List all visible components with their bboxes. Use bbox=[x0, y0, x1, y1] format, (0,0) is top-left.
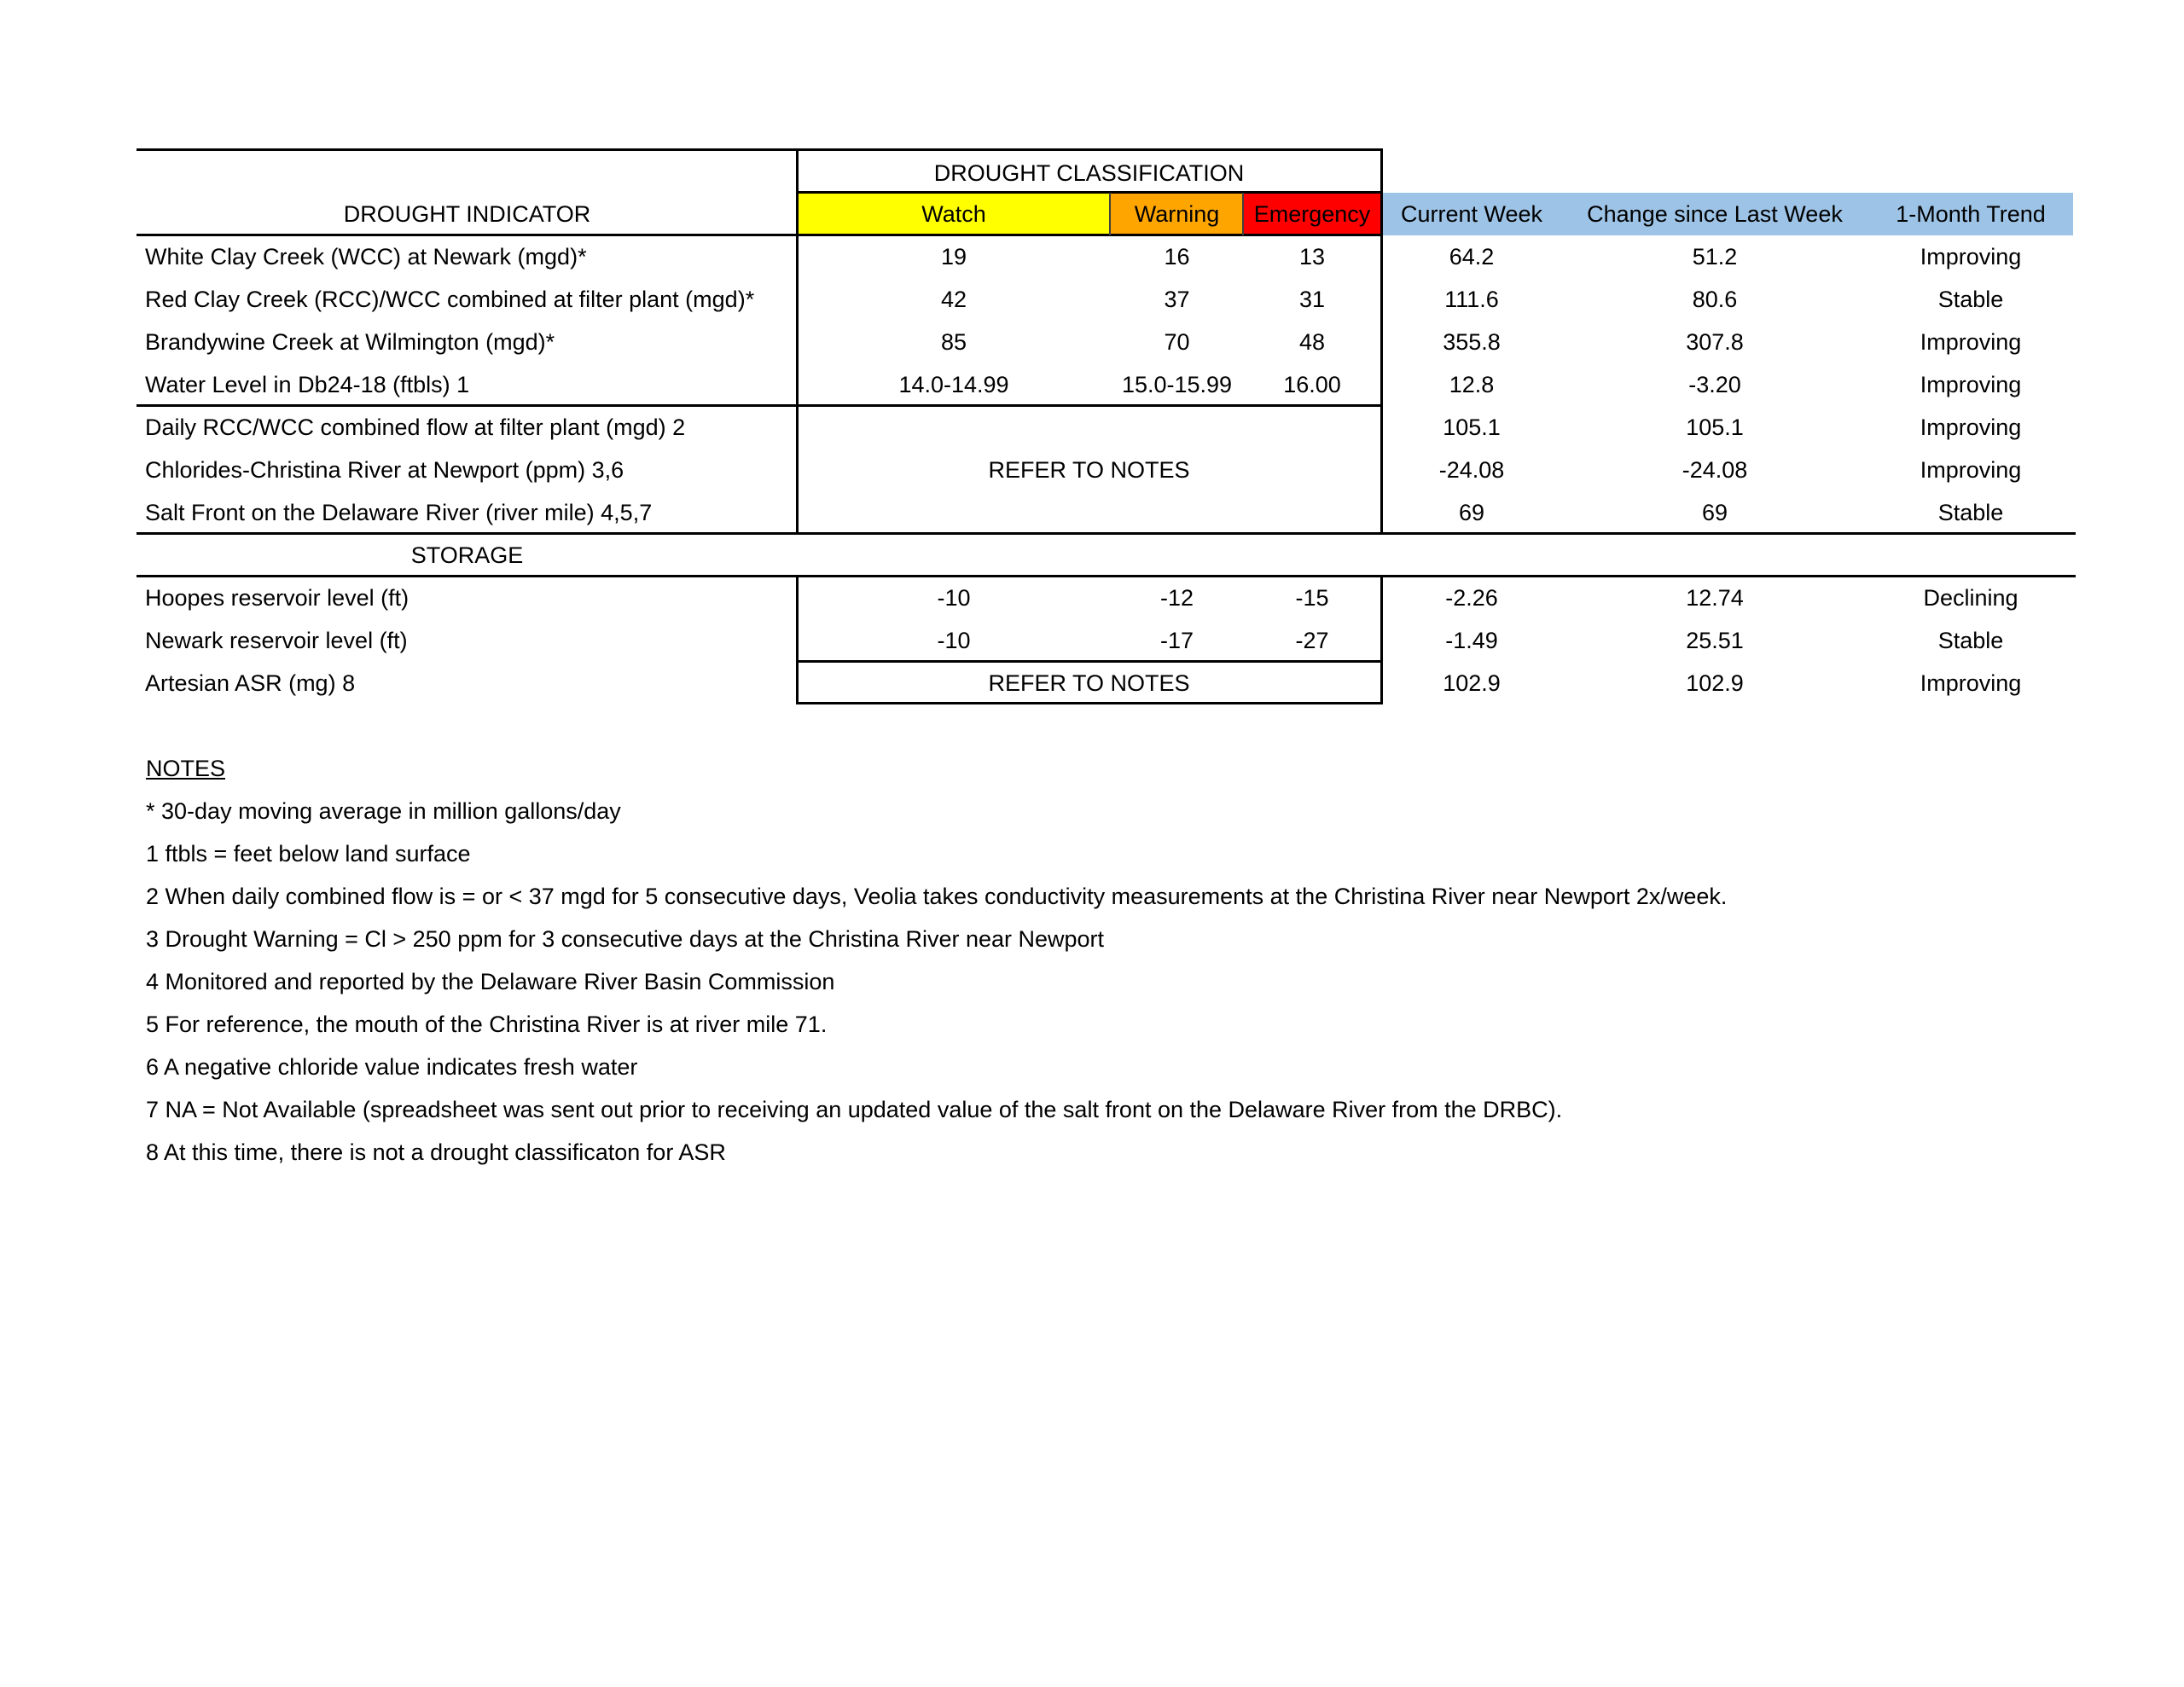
watch-value: 85 bbox=[940, 329, 967, 355]
classification-title-border bbox=[798, 191, 1383, 194]
change-value: 69 bbox=[1701, 500, 1728, 525]
trend-header: 1-Month Trend bbox=[1896, 201, 2046, 227]
note-item: 8 At this time, there is not a drought classificaton for ASR bbox=[146, 1139, 726, 1165]
storage-classification-left-border bbox=[796, 575, 799, 704]
warning-value: 16 bbox=[1164, 244, 1190, 270]
classification-left-border bbox=[796, 148, 799, 535]
note-item: 4 Monitored and reported by the Delaware River Basin Commission bbox=[146, 969, 835, 994]
indicator-rcc-wcc-combined: Red Clay Creek (RCC)/WCC combined at filter plant (mgd)* bbox=[145, 287, 755, 312]
change-value: 307.8 bbox=[1686, 329, 1744, 355]
trend-value: Improving bbox=[1920, 329, 2022, 355]
watch-value: 19 bbox=[940, 244, 967, 270]
trend-value: Stable bbox=[1937, 628, 2004, 653]
indicator-water-level: Water Level in Db24-18 (ftbls) 1 bbox=[145, 372, 470, 397]
storage-bottom-border bbox=[136, 575, 2076, 577]
current-week-value: 111.6 bbox=[1444, 287, 1499, 312]
refer-to-notes: REFER TO NOTES bbox=[988, 670, 1190, 696]
current-week-value: -2.26 bbox=[1445, 585, 1498, 611]
current-week-value: 64.2 bbox=[1449, 244, 1495, 270]
trend-value: Improving bbox=[1920, 457, 2022, 483]
drought-indicator-header: DROUGHT INDICATOR bbox=[343, 201, 591, 227]
note-item: 6 A negative chloride value indicates fresh water bbox=[146, 1054, 638, 1080]
current-week-value: 102.9 bbox=[1443, 670, 1501, 696]
change-value: 12.74 bbox=[1686, 585, 1744, 611]
indicator-newark-reservoir: Newark reservoir level (ft) bbox=[145, 628, 408, 653]
watch-value: -10 bbox=[937, 628, 971, 653]
watch-value: -10 bbox=[937, 585, 971, 611]
header-bottom-border bbox=[136, 234, 1383, 236]
storage-section-label: STORAGE bbox=[410, 542, 524, 568]
watch-warning-divider bbox=[1109, 193, 1111, 235]
indicator-hoopes-reservoir: Hoopes reservoir level (ft) bbox=[145, 585, 410, 611]
change-value: 51.2 bbox=[1692, 244, 1738, 270]
emergency-value: 31 bbox=[1298, 287, 1326, 312]
emergency-value: 13 bbox=[1298, 244, 1326, 270]
warning-value: 70 bbox=[1164, 329, 1190, 355]
change-value: 102.9 bbox=[1686, 670, 1744, 696]
warning-value: 15.0-15.99 bbox=[1121, 372, 1233, 397]
note-item: 7 NA = Not Available (spreadsheet was sent out prior to receiving an updated value of the salt front on the Delaware River from the DRBC). bbox=[146, 1097, 1563, 1122]
trend-value: Declining bbox=[1923, 585, 2018, 611]
indicator-artesian-asr: Artesian ASR (mg) 8 bbox=[145, 670, 356, 696]
change-value: 25.51 bbox=[1686, 628, 1744, 653]
refer-to-notes: REFER TO NOTES bbox=[988, 457, 1190, 483]
drought-classification-title: DROUGHT CLASSIFICATION bbox=[933, 160, 1245, 186]
indicator-salt-front: Salt Front on the Delaware River (river mile) 4,5,7 bbox=[145, 500, 653, 525]
change-header: Change since Last Week bbox=[1587, 201, 1843, 227]
storage-top-border bbox=[136, 532, 2076, 535]
indicator-wcc-newark: White Clay Creek (WCC) at Newark (mgd)* bbox=[145, 244, 587, 270]
current-week-header: Current Week bbox=[1400, 201, 1543, 227]
current-week-value: 69 bbox=[1458, 500, 1485, 525]
emergency-value: 16.00 bbox=[1283, 372, 1341, 397]
warning-value: -12 bbox=[1159, 585, 1194, 611]
storage-classification-right-border bbox=[1380, 575, 1383, 704]
watch-header: Watch bbox=[921, 201, 986, 227]
indicator-chlorides: Chlorides-Christina River at Newport (ppm) 3,6 bbox=[145, 457, 624, 483]
current-week-value: 105.1 bbox=[1443, 415, 1501, 440]
trend-value: Stable bbox=[1937, 500, 2004, 525]
change-value: 105.1 bbox=[1686, 415, 1744, 440]
trend-value: Improving bbox=[1920, 244, 2022, 270]
classification-right-border bbox=[1380, 148, 1383, 535]
current-week-value: 12.8 bbox=[1449, 372, 1495, 397]
threshold-block-border bbox=[136, 404, 1383, 407]
indicator-brandywine: Brandywine Creek at Wilmington (mgd)* bbox=[145, 329, 555, 355]
asr-top-border bbox=[798, 660, 1383, 663]
note-item: * 30-day moving average in million gallons/day bbox=[146, 798, 621, 824]
note-item: 5 For reference, the mouth of the Christina River is at river mile 71. bbox=[146, 1012, 828, 1037]
trend-value: Improving bbox=[1920, 415, 2022, 440]
warning-header: Warning bbox=[1134, 201, 1220, 227]
warning-value: 37 bbox=[1164, 287, 1190, 312]
table-top-border bbox=[136, 148, 1383, 151]
note-item: 2 When daily combined flow is = or < 37 mgd for 5 consecutive days, Veolia takes conductivity measurements at the Christina River near Newport 2x/week. bbox=[146, 884, 1728, 909]
trend-value: Stable bbox=[1937, 287, 2004, 312]
change-value: -24.08 bbox=[1682, 457, 1748, 483]
current-week-value: 355.8 bbox=[1443, 329, 1501, 355]
emergency-value: -15 bbox=[1295, 585, 1329, 611]
note-item: 1 ftbls = feet below land surface bbox=[146, 841, 471, 867]
warning-value: -17 bbox=[1159, 628, 1194, 653]
watch-value: 42 bbox=[940, 287, 967, 312]
emergency-header: Emergency bbox=[1253, 201, 1371, 227]
note-item: 3 Drought Warning = Cl > 250 ppm for 3 consecutive days at the Christina River near Newport bbox=[146, 926, 1105, 952]
indicator-daily-combined-flow: Daily RCC/WCC combined flow at filter plant (mgd) 2 bbox=[145, 415, 686, 440]
trend-value: Improving bbox=[1920, 372, 2022, 397]
trend-value: Improving bbox=[1920, 670, 2022, 696]
current-week-value: -24.08 bbox=[1438, 457, 1505, 483]
asr-bottom-border bbox=[798, 702, 1383, 704]
emergency-value: 48 bbox=[1298, 329, 1326, 355]
watch-value: 14.0-14.99 bbox=[898, 372, 1009, 397]
notes-title: NOTES bbox=[146, 756, 226, 781]
change-value: 80.6 bbox=[1692, 287, 1738, 312]
emergency-value: -27 bbox=[1295, 628, 1329, 653]
warning-emergency-divider bbox=[1242, 193, 1244, 235]
change-value: -3.20 bbox=[1688, 372, 1741, 397]
current-week-value: -1.49 bbox=[1445, 628, 1498, 653]
